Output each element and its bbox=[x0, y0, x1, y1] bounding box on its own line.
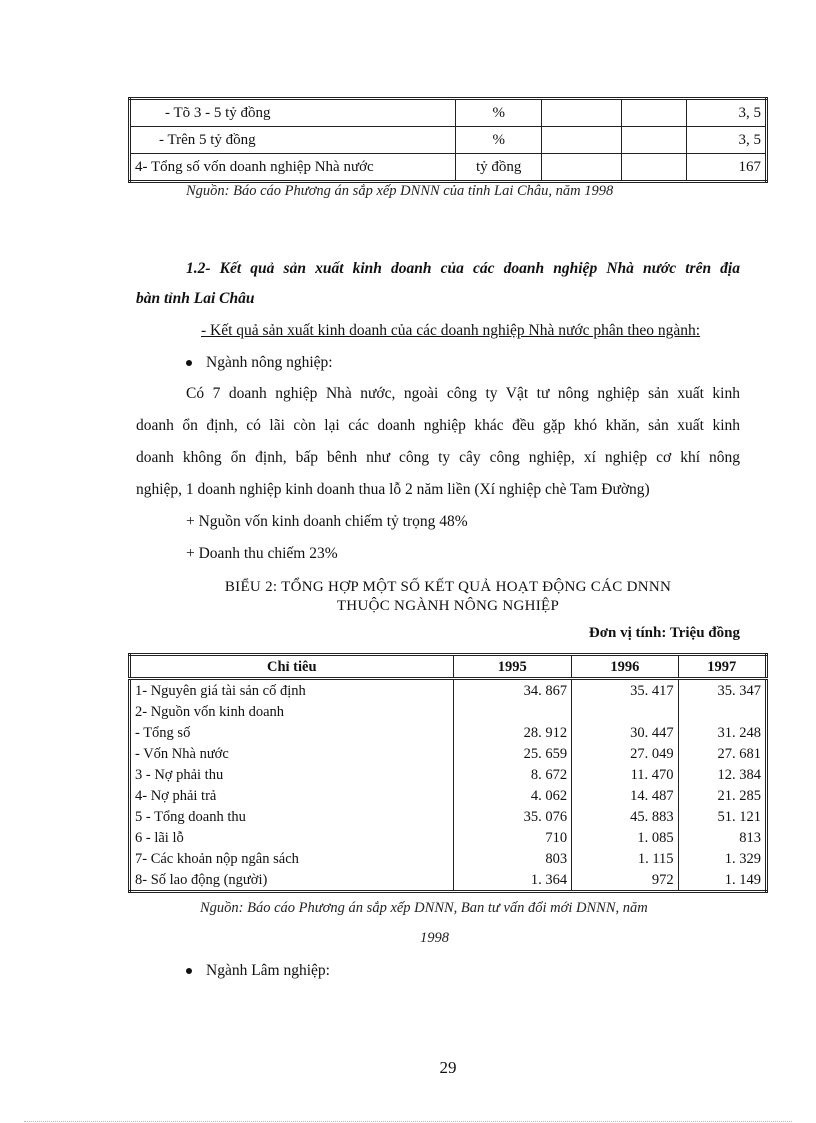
cell: 25. 659 bbox=[453, 743, 572, 764]
table-row bbox=[130, 785, 767, 806]
para-line: doanh ổn định, có lãi còn lại các doanh nghiệp khác đều gặp khó khăn, sản xuất kinh bbox=[136, 417, 740, 434]
row-label: - Tõ 3 - 5 tỷ đồng bbox=[130, 99, 456, 127]
cell: 11. 470 bbox=[572, 764, 679, 785]
para-line: doanh không ổn định, bấp bênh như công ty cây công nghiệp, xí nghiệp cơ khí nông bbox=[136, 449, 740, 466]
cell: 35. 417 bbox=[572, 679, 679, 702]
cell: - Tổng số bbox=[130, 722, 454, 743]
table-header bbox=[130, 655, 767, 679]
results-table bbox=[128, 653, 768, 893]
table-row bbox=[130, 701, 767, 722]
source-note-2: Nguồn: Báo cáo Phương án sắp xếp DNNN, Ban tư vấn đổi mới DNNN, năm bbox=[200, 900, 648, 916]
table-row bbox=[130, 743, 767, 764]
cell bbox=[572, 701, 679, 722]
cell: 27. 681 bbox=[678, 743, 766, 764]
row-unit: % bbox=[456, 99, 542, 127]
cell: 14. 487 bbox=[572, 785, 679, 806]
bullet-icon bbox=[186, 360, 192, 366]
cell: 28. 912 bbox=[453, 722, 572, 743]
top-table bbox=[128, 97, 768, 183]
page-number: 29 bbox=[439, 1058, 457, 1077]
table-caption-line2: THUỘC NGÀNH NÔNG NGHIỆP bbox=[336, 598, 560, 614]
row-value: 3, 5 bbox=[687, 99, 767, 127]
row-unit: tỷ đồng bbox=[456, 154, 542, 182]
unit-label: Đơn vị tính: Triệu đồng bbox=[588, 625, 740, 641]
cell: 5 - Tổng doanh thu bbox=[130, 806, 454, 827]
paragraph bbox=[136, 378, 740, 506]
bullet-label: Ngành nông nghiệp: bbox=[206, 354, 333, 371]
cell bbox=[678, 701, 766, 722]
section-heading-line1: 1.2- Kết quả sản xuất kinh doanh của các doanh nghiệp Nhà nước trên địa bbox=[186, 260, 740, 277]
cell: 27. 049 bbox=[572, 743, 679, 764]
cell: 710 bbox=[453, 827, 572, 848]
para-line: nghiệp, 1 doanh nghiệp kinh doanh thua lỗ 2 năm liền (Xí nghiệp chè Tam Đường) bbox=[136, 481, 650, 498]
header-cell: 1997 bbox=[678, 655, 766, 679]
cell: 3 - Nợ phải thu bbox=[130, 764, 454, 785]
section-heading-line2: bàn tỉnh Lai Châu bbox=[136, 290, 255, 307]
cell: 1. 085 bbox=[572, 827, 679, 848]
subheading bbox=[201, 315, 700, 347]
cell: 30. 447 bbox=[572, 722, 679, 743]
cell: 1. 149 bbox=[678, 869, 766, 892]
cell: 45. 883 bbox=[572, 806, 679, 827]
row-value: 3, 5 bbox=[687, 127, 767, 154]
table-row bbox=[130, 827, 767, 848]
cell: 4. 062 bbox=[453, 785, 572, 806]
header-cell: Chỉ tiêu bbox=[130, 655, 454, 679]
cell: 1. 364 bbox=[453, 869, 572, 892]
table-row bbox=[130, 869, 767, 892]
row-unit: % bbox=[456, 127, 542, 154]
cell: 7- Các khoản nộp ngân sách bbox=[130, 848, 454, 869]
table-row bbox=[130, 154, 767, 182]
cell: 34. 867 bbox=[453, 679, 572, 702]
cell: 4- Nợ phải trả bbox=[130, 785, 454, 806]
cell bbox=[453, 701, 572, 722]
cell: 1. 329 bbox=[678, 848, 766, 869]
cell: 51. 121 bbox=[678, 806, 766, 827]
bullet-label: Ngành Lâm nghiệp: bbox=[206, 962, 330, 979]
cell: 1- Nguyên giá tài sản cố định bbox=[130, 679, 454, 702]
page-border-bottom bbox=[24, 1121, 792, 1122]
cell: 972 bbox=[572, 869, 679, 892]
row-value: 167 bbox=[687, 154, 767, 182]
source-note-2-year: 1998 bbox=[420, 930, 449, 946]
row-label: 4- Tổng số vốn doanh nghiệp Nhà nước bbox=[130, 154, 456, 182]
table-row bbox=[130, 99, 767, 127]
cell: 35. 076 bbox=[453, 806, 572, 827]
bullet-forestry bbox=[186, 955, 330, 987]
table-caption-line1: BIỂU 2: TỔNG HỢP MỘT SỐ KẾT QUẢ HOẠT ĐỘNG CÁC DNNN bbox=[224, 579, 672, 595]
cell: 1. 115 bbox=[572, 848, 679, 869]
cell: - Vốn Nhà nước bbox=[130, 743, 454, 764]
bullet-agriculture bbox=[186, 347, 333, 379]
table-row bbox=[130, 806, 767, 827]
cell: 2- Nguồn vốn kinh doanh bbox=[130, 701, 454, 722]
subheading-text: - Kết quả sản xuất kinh doanh của các doanh nghiệp Nhà nước phân theo ngành: bbox=[201, 322, 701, 339]
cell: 813 bbox=[678, 827, 766, 848]
header-cell: 1996 bbox=[572, 655, 679, 679]
table-row bbox=[130, 127, 767, 154]
para-line: Có 7 doanh nghiệp Nhà nước, ngoài công ty Vật tư nông nghiệp sản xuất kinh bbox=[186, 385, 740, 402]
cell: 6 - lãi lỗ bbox=[130, 827, 454, 848]
row-label: - Trên 5 tỷ đồng bbox=[130, 127, 456, 154]
table-row bbox=[130, 848, 767, 869]
header-cell: 1995 bbox=[453, 655, 572, 679]
cell: 35. 347 bbox=[678, 679, 766, 702]
source-note-1: Nguồn: Báo cáo Phương án sắp xếp DNNN của tỉnh Lai Châu, năm 1998 bbox=[186, 183, 614, 199]
plus-line-2: + Doanh thu chiếm 23% bbox=[186, 545, 338, 562]
cell: 21. 285 bbox=[678, 785, 766, 806]
bullet-icon bbox=[186, 968, 192, 974]
cell: 31. 248 bbox=[678, 722, 766, 743]
table-row bbox=[130, 679, 767, 702]
table-row bbox=[130, 764, 767, 785]
table-row bbox=[130, 722, 767, 743]
plus-line-1: + Nguồn vốn kinh doanh chiếm tỷ trọng 48% bbox=[186, 513, 468, 530]
cell: 8- Số lao động (người) bbox=[130, 869, 454, 892]
cell: 8. 672 bbox=[453, 764, 572, 785]
cell: 803 bbox=[453, 848, 572, 869]
cell: 12. 384 bbox=[678, 764, 766, 785]
